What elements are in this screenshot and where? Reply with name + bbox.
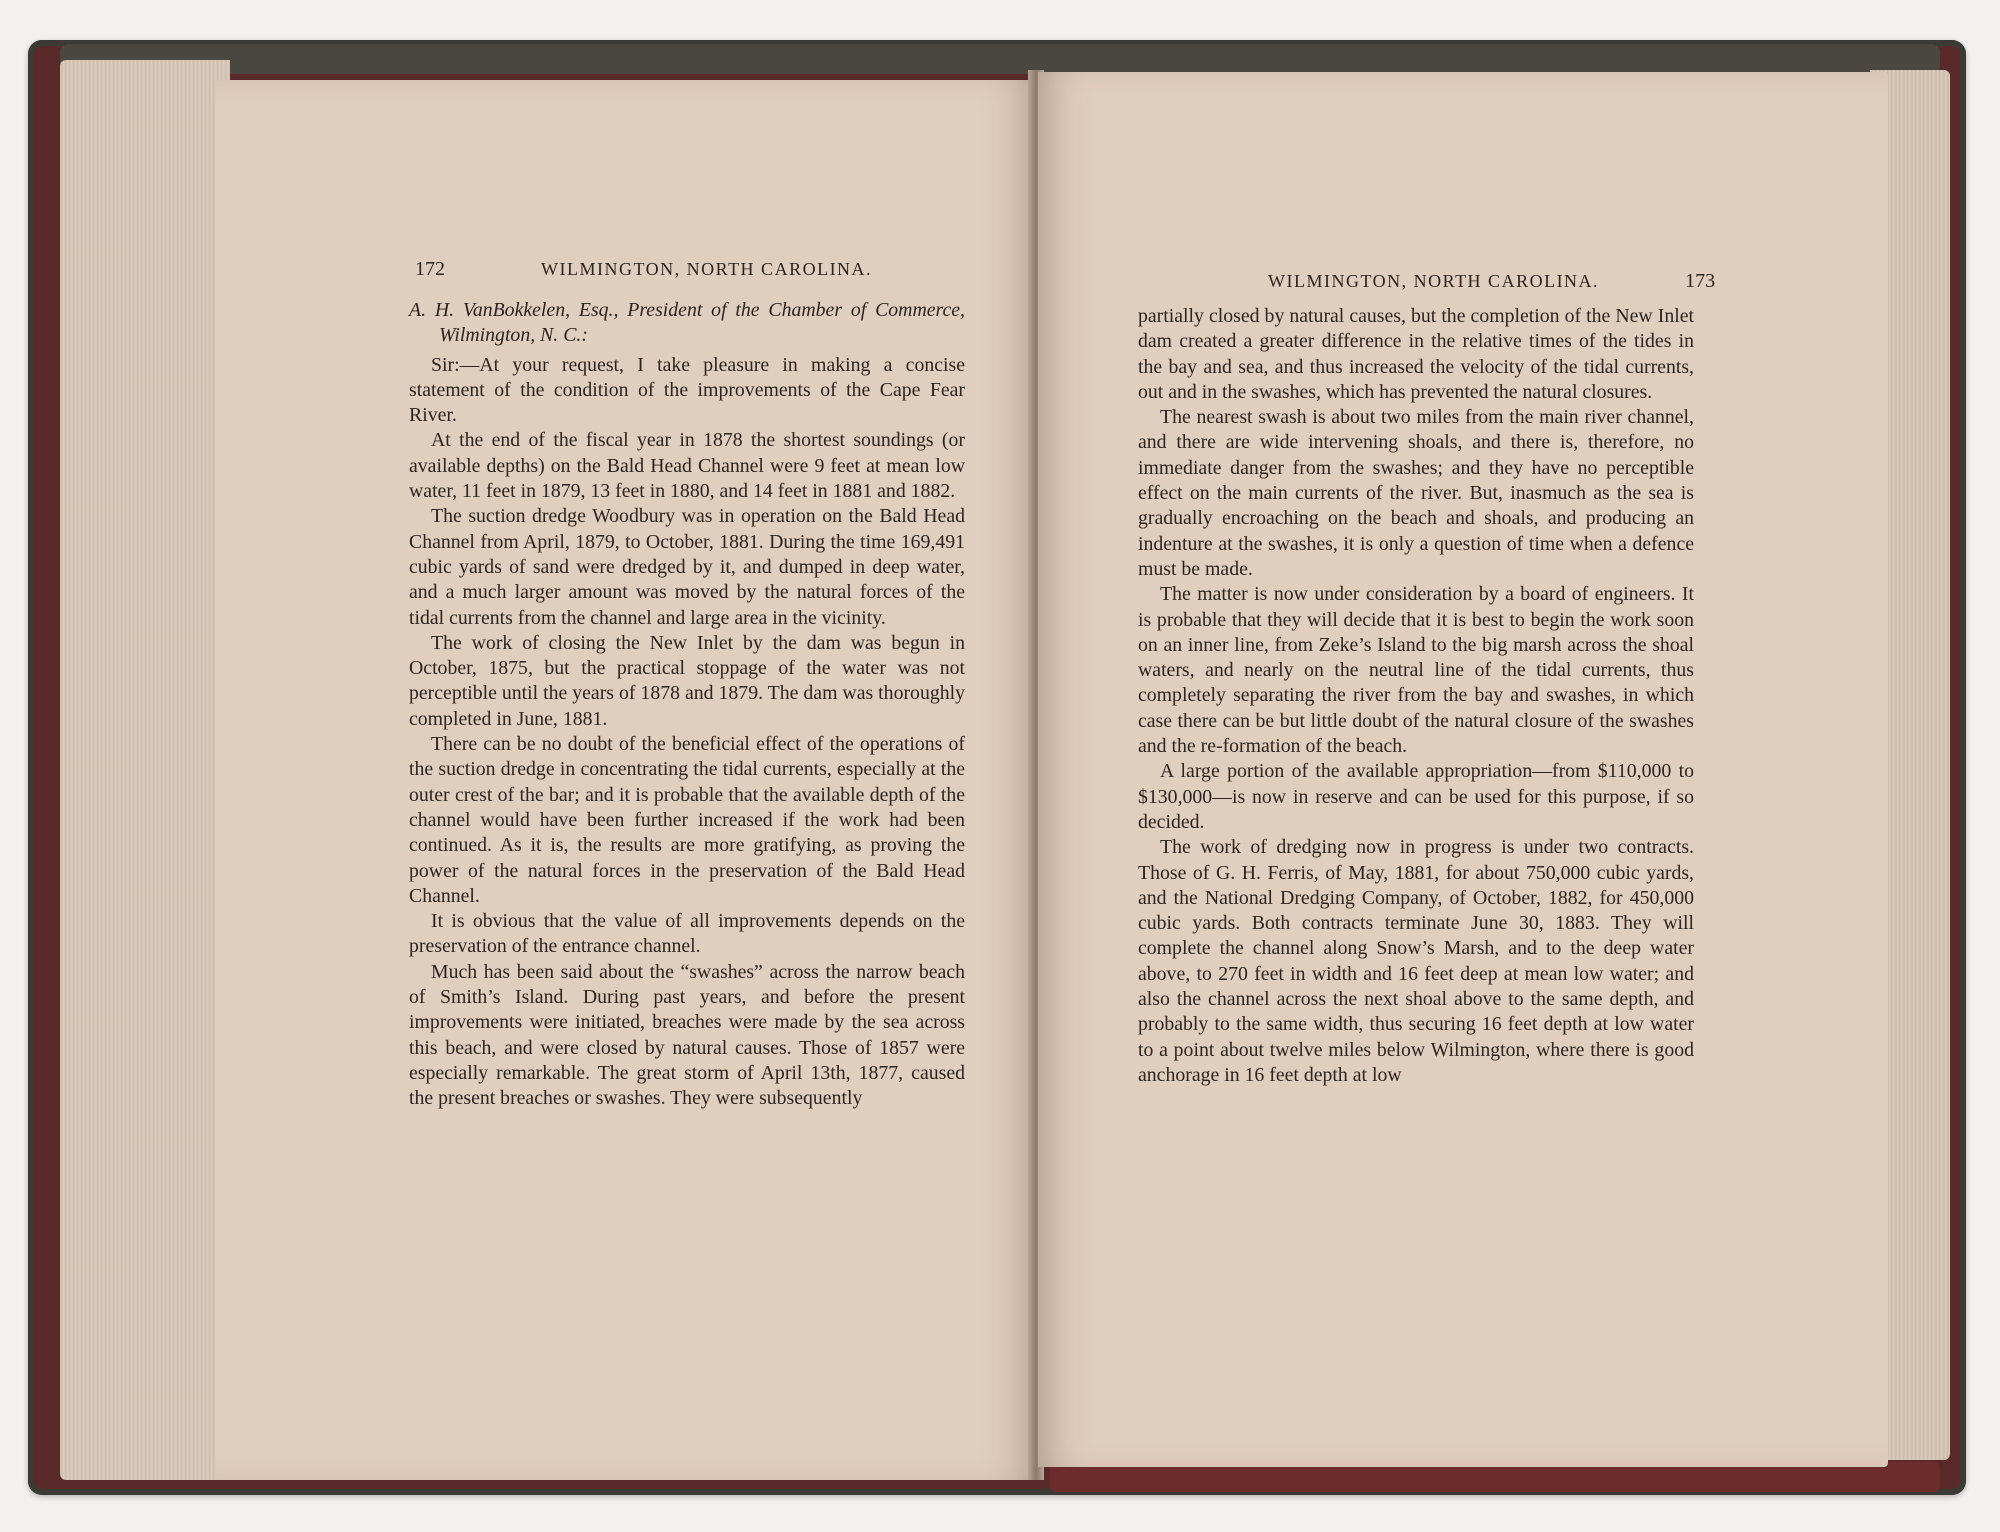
right-page-header — [1268, 270, 1715, 293]
right-running-head: WILMINGTON, NORTH CAROLINA. — [1268, 271, 1600, 291]
paragraph-continuation: partially closed by natural causes, but the completion of the New Inlet dam created a greater difference in the relative times of the tides in the bay and sea, and thus increased the velocity of the tidal currents, out and in the swashes, which has prevented the natural closures. — [1138, 305, 1694, 403]
paragraph: It is obvious that the value of all improvements depends on the preservation of the entrance channel. — [409, 910, 965, 958]
paragraph: Much has been said about the “swashes” across the narrow beach of Smith’s Island. During past years, and before the present improvements were initiated, breaches were made by the sea across this beach, and were closed by natural causes. Those of 1857 were especially remarkable. The great storm of April 13th, 1877, caused the present breaches or swashes. They were subsequently — [409, 960, 965, 1110]
paragraph: The suction dredge Woodbury was in operation on the Bald Head Channel from April, 1879, to October, 1881. During the time 169,491 cubic yards of sand were dredged by it, and dumped in deep water, and a much larger amount was moved by the natural forces of the tidal currents from the channel and large area in the vicinity. — [409, 505, 965, 629]
paragraph: The nearest swash is about two miles from the main river channel, and there are wide intervening shoals, and there is, therefore, no immediate danger from the swashes; and they have no perceptible effect on the main currents of the river. But, inasmuch as the sea is gradually encroaching on the beach and shoals, and producing an indenture at the swashes, it is only a question of time when a defence must be made. — [1138, 406, 1694, 580]
book-spine-top — [60, 44, 1940, 74]
left-page-header — [415, 258, 872, 281]
paragraph: There can be no doubt of the beneficial effect of the operations of the suction dredge in concentrating the tidal currents, especially at the outer crest of the bar; and it is probable that the available depth of the channel would have been further increased if the work had been continued. As it is, the results are more gratifying, as proving the power of the natural forces in the preservation of the Bald Head Channel. — [409, 733, 965, 907]
paragraph: A large portion of the available appropriation—from $110,000 to $130,000—is now in reserve and can be used for this purpose, if so decided. — [1138, 760, 1694, 833]
paragraph: The work of dredging now in progress is under two contracts. Those of G. H. Ferris, of May, 1881, for about 750,000 cubic yards, and the National Dredging Company, of October, 1882, for 450,000 cubic yards. Both contracts terminate June 30, 1883. They will complete the channel along Snow’s Marsh, and to the deep water above, to 270 feet in width and 16 feet deep at mean low water; and also the channel across the next shoal above to the same depth, and probably to the same width, thus securing 16 feet depth at low water to a point about twelve miles below Wilmington, where there is good anchorage in 16 feet depth at low — [1138, 836, 1694, 1086]
page-edges-left — [60, 60, 230, 1480]
right-page-body — [1138, 304, 1694, 1088]
left-page — [215, 80, 1035, 1480]
left-running-head: WILMINGTON, NORTH CAROLINA. — [541, 259, 873, 279]
right-page-number: 173 — [1685, 270, 1716, 292]
paragraph: Sir:—At your request, I take pleasure in making a concise statement of the condition of the improvements of the Cape Fear River. — [409, 353, 965, 427]
left-page-number: 172 — [415, 258, 445, 280]
paragraph: The work of closing the New Inlet by the dam was begun in October, 1875, but the practical stoppage of the water was not perceptible until the years of 1878 and 1879. The dam was thoroughly completed in June, 1881. — [409, 631, 965, 730]
left-page-body — [409, 298, 965, 1112]
paragraph: The matter is now under consideration by a board of engineers. It is probable that they will decide that it is best to begin the work soon on an inner line, from Zeke’s Island to the big marsh across the shoal waters, and nearly on the neutral line of the tidal currents, thus completely separating the river from the bay and swashes, in which case there can be but little doubt of the natural closure of the swashes and the re-formation of the beach. — [1138, 583, 1694, 758]
letter-address: A. H. VanBokkelen, Esq., President of the Chamber of Commerce, Wilmington, N. C.: — [409, 299, 965, 347]
right-page — [1038, 72, 1888, 1467]
paragraph: At the end of the fiscal year in 1878 the shortest soundings (or available depths) on the Bald Head Channel were 9 feet at mean low water, 11 feet in 1879, 13 feet in 1880, and 14 feet in 1881 and 1882. — [409, 429, 965, 503]
